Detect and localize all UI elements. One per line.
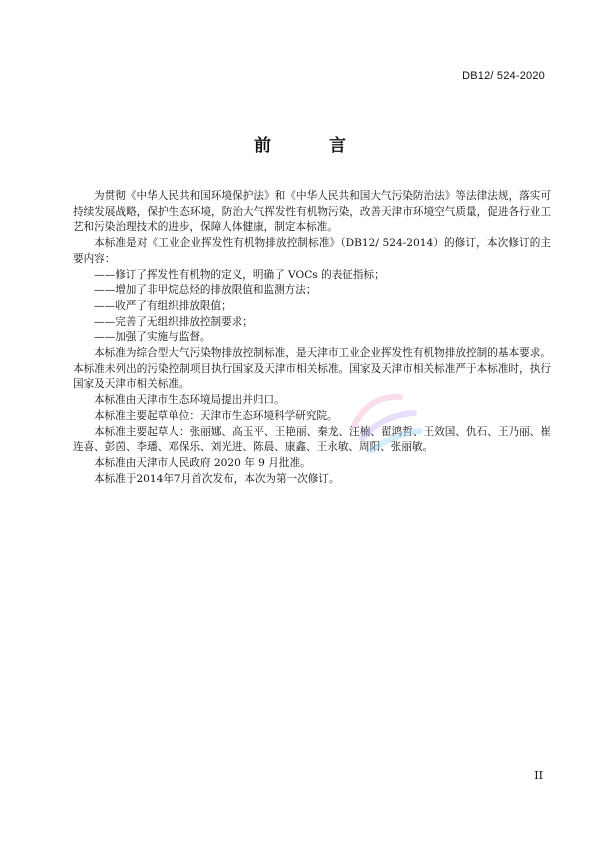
- paragraph-scope: 本标准为综合型大气污染物排放控制标准，是天津市工业企业挥发性有机物排放控制的基本要求。本标准未列出的污染控制项目执行国家及天津市相关标准。国家及天津市相关标准严于本标准时，执行国家及天津市相关标准。: [73, 347, 551, 391]
- watermark-logo: [340, 375, 430, 465]
- paragraph-history: 本标准于2014年7月首次发布，本次为第一次修订。: [94, 472, 340, 485]
- page-number: II: [534, 769, 543, 782]
- standard-number: DB12/ 524-2020: [462, 70, 545, 82]
- list-item: ——收严了有组织排放限值；: [94, 299, 232, 312]
- list-item: ——完善了无组织排放控制要求；: [94, 315, 253, 328]
- paragraph-revision-intro: 本标准是对《工业企业挥发性有机物排放控制标准》（DB12/ 524-2014）的修订，本次修订的主要内容：: [73, 237, 551, 265]
- page-title: 前 言: [254, 136, 372, 156]
- list-item: ——修订了挥发性有机物的定义，明确了 VOCs 的表征指标；: [94, 268, 385, 281]
- list-item: ——加强了实施与监督。: [94, 331, 211, 344]
- paragraph-proposer: 本标准由天津市生态环境局提出并归口。: [94, 394, 285, 407]
- document-body: [73, 189, 551, 487]
- paragraph-purpose: 为贯彻《中华人民共和国环境保护法》和《中华人民共和国大气污染防治法》等法律法规，落实可持续发展战略，保护生态环境，防治大气挥发性有机物污染，改善天津市环境空气质量，促进各行业工艺和污染治理技术的进步，保障人体健康，制定本标准。: [73, 190, 551, 234]
- paragraph-approval: 本标准由天津市人民政府 2020 年 9 月批准。: [94, 456, 311, 469]
- list-item: ——增加了非甲烷总烃的排放限值和监测方法；: [94, 284, 317, 297]
- paragraph-drafters: 本标准主要起草人：张丽娜、高玉平、王艳丽、秦龙、汪楠、翟鸿哲、王效国、仇石、王乃丽、崔连喜、彭茵、李璠、邓保乐、刘光进、陈晨、康鑫、王永敏、周阳、张丽敏。: [73, 425, 551, 454]
- paragraph-drafting-unit: 本标准主要起草单位：天津市生态环境科学研究院。: [94, 409, 338, 422]
